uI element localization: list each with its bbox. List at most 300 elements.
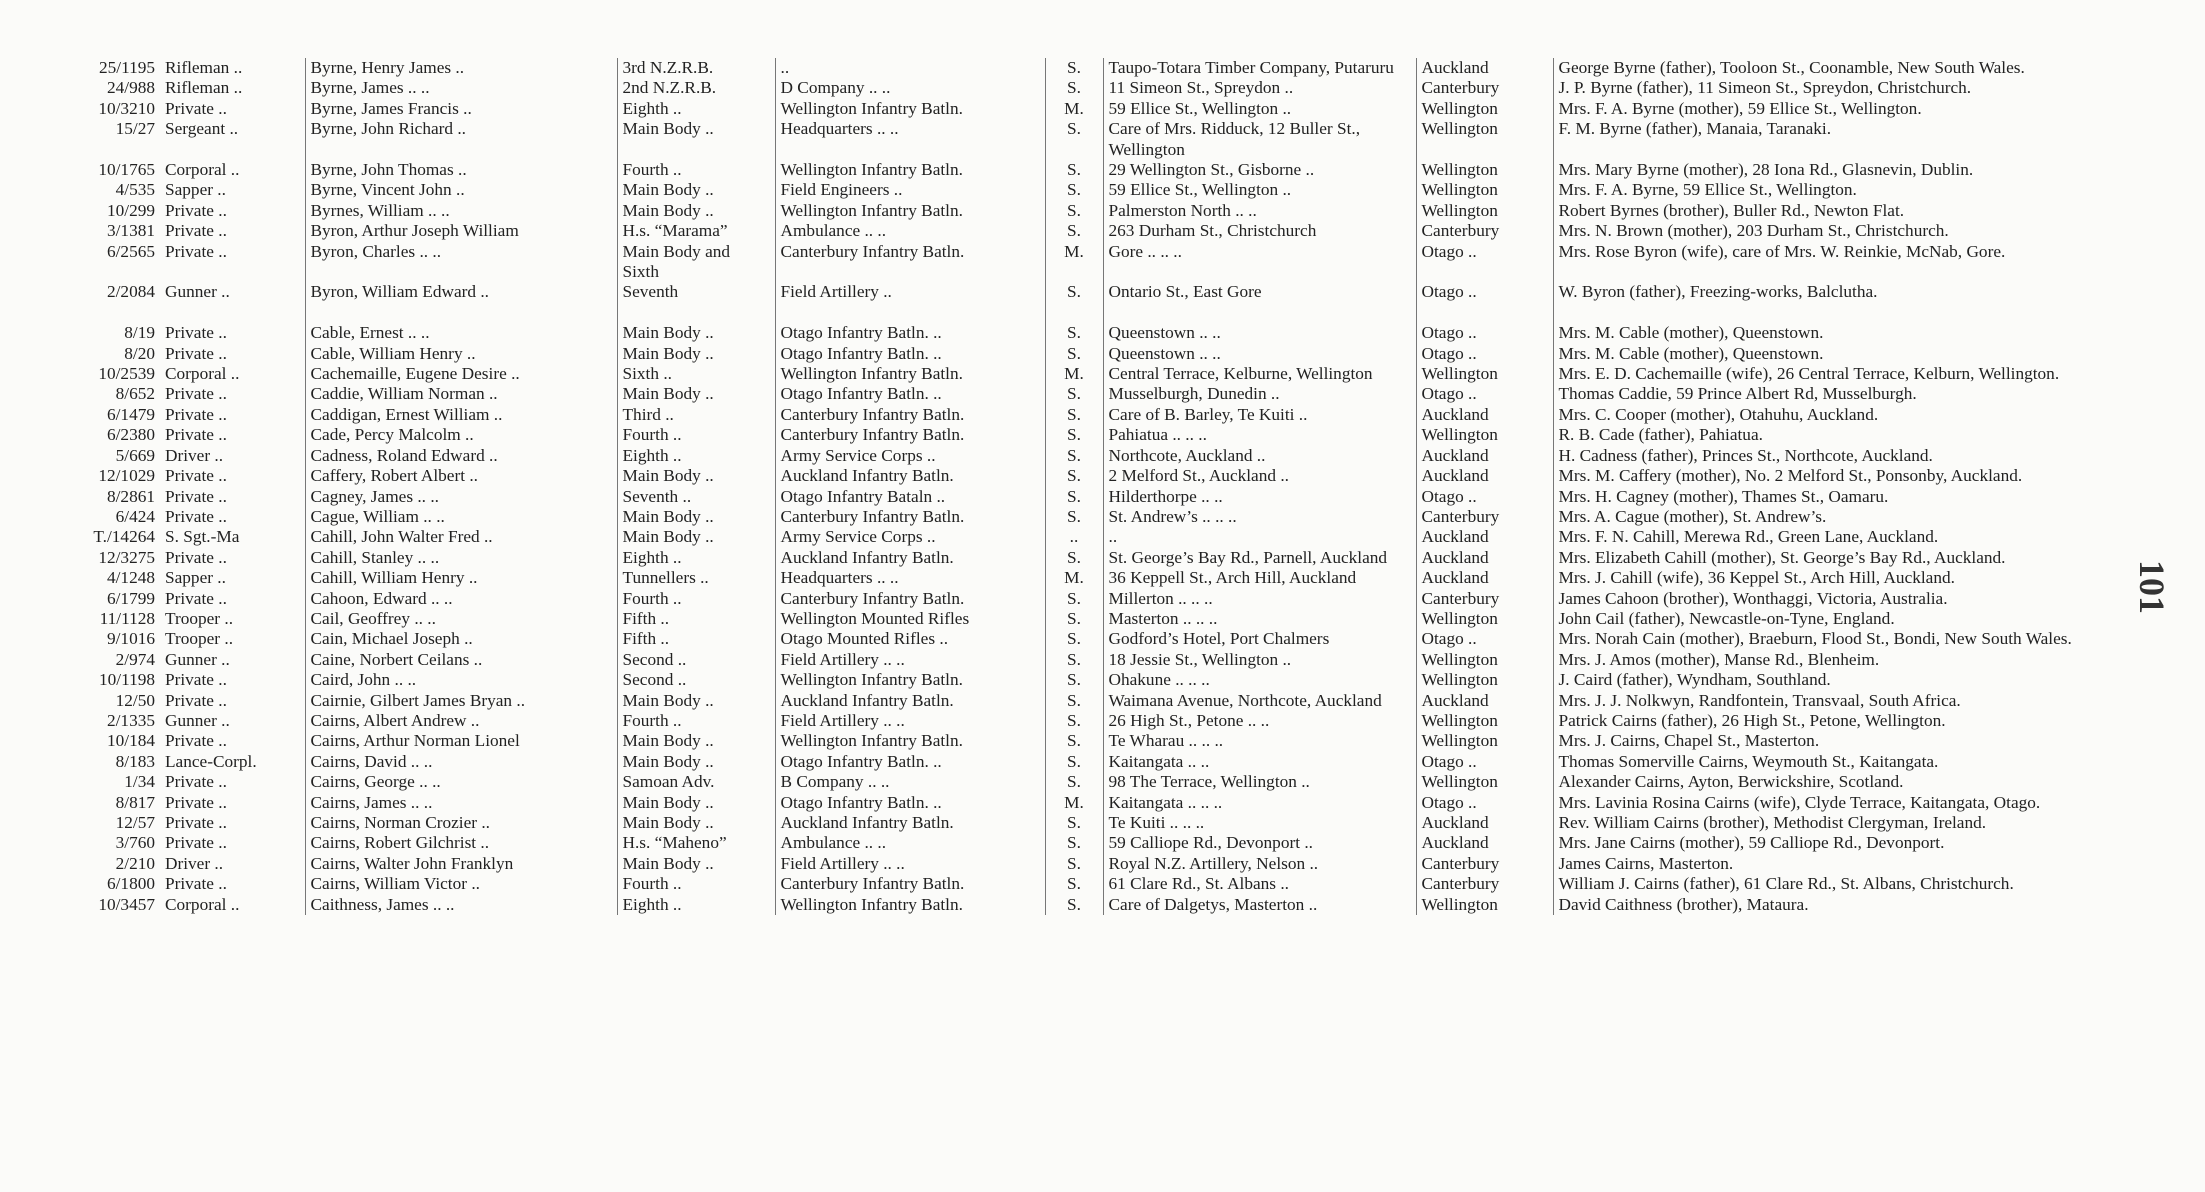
next-of-kin-cell: F. M. Byrne (father), Manaia, Taranaki.: [1558, 119, 1832, 139]
district-cell: Wellington: [1416, 711, 1553, 731]
draft-cell: Samoan Adv.: [617, 772, 775, 792]
rank-cell: Sapper ..: [160, 180, 305, 200]
district-cell: Wellington: [1416, 650, 1553, 670]
marital-status-cell: S.: [1045, 221, 1103, 241]
rank-cell: Corporal ..: [160, 895, 305, 915]
name-cell: Cade, Percy Malcolm ..: [305, 425, 617, 445]
table-row: [60, 364, 2135, 384]
unit-cell: Wellington Infantry Batln.: [775, 670, 1045, 690]
service-number-cell: 8/20: [124, 343, 155, 363]
district-cell: Otago ..: [1416, 629, 1553, 649]
district-cell: Wellington: [1416, 731, 1553, 751]
next-of-kin-cell: H. Cadness (father), Princes St., Northcote, Auckland.: [1558, 445, 1933, 465]
address-cell: Taupo-Totara Timber Company, Putaruru: [1103, 58, 1416, 78]
service-number-cell: 4/1248: [106, 568, 155, 588]
service-number-cell: 2/2084: [106, 282, 155, 302]
draft-cell: Third ..: [617, 405, 775, 425]
address-cell: 11 Simeon St., Spreydon ..: [1103, 78, 1416, 98]
rank-cell: Private ..: [160, 344, 305, 364]
name-cell: Byron, Charles .. ..: [305, 242, 617, 283]
unit-cell: Wellington Mounted Rifles: [775, 609, 1045, 629]
marital-status-cell: ..: [1045, 527, 1103, 547]
address-cell: Kaitangata .. ..: [1103, 752, 1416, 772]
table-row: [60, 609, 2135, 629]
name-cell: Cairns, Albert Andrew ..: [305, 711, 617, 731]
section-gap: [60, 303, 2135, 323]
name-cell: Caithness, James .. ..: [305, 895, 617, 915]
service-number-cell: 12/3275: [98, 547, 155, 567]
district-cell: Wellington: [1416, 895, 1553, 915]
marital-status-cell: S.: [1045, 466, 1103, 486]
service-number-cell: 2/210: [115, 853, 155, 873]
unit-cell: Field Artillery .. ..: [775, 650, 1045, 670]
rank-cell: Private ..: [160, 731, 305, 751]
name-cell: Byrne, James .. ..: [305, 78, 617, 98]
name-cell: Byrnes, William .. ..: [305, 201, 617, 221]
name-cell: Caine, Norbert Ceilans ..: [305, 650, 617, 670]
draft-cell: Eighth ..: [617, 548, 775, 568]
unit-cell: Otago Infantry Batln. ..: [775, 384, 1045, 404]
unit-cell: Field Artillery .. ..: [775, 854, 1045, 874]
next-of-kin-cell: Mrs. M. Cable (mother), Queenstown.: [1558, 323, 1824, 343]
unit-cell: Auckland Infantry Batln.: [775, 466, 1045, 486]
draft-cell: Main Body ..: [617, 527, 775, 547]
district-cell: Otago ..: [1416, 344, 1553, 364]
marital-status-cell: S.: [1045, 405, 1103, 425]
next-of-kin-cell: Mrs. J. Amos (mother), Manse Rd., Blenheim.: [1558, 649, 1880, 669]
unit-cell: Canterbury Infantry Batln.: [775, 507, 1045, 527]
unit-cell: B Company .. ..: [775, 772, 1045, 792]
district-cell: Auckland: [1416, 691, 1553, 711]
rank-cell: S. Sgt.-Ma: [160, 527, 305, 547]
name-cell: Cairns, William Victor ..: [305, 874, 617, 894]
marital-status-cell: S.: [1045, 58, 1103, 78]
draft-cell: Main Body ..: [617, 691, 775, 711]
unit-cell: Headquarters .. ..: [775, 568, 1045, 588]
service-number-cell: 8/652: [115, 384, 155, 404]
unit-cell: Canterbury Infantry Batln.: [775, 242, 1045, 283]
unit-cell: Auckland Infantry Batln.: [775, 548, 1045, 568]
service-number-cell: 8/183: [115, 751, 155, 771]
address-cell: Royal N.Z. Artillery, Nelson ..: [1103, 854, 1416, 874]
table-row: [60, 58, 2135, 78]
draft-cell: Fifth ..: [617, 609, 775, 629]
marital-status-cell: S.: [1045, 874, 1103, 894]
address-cell: Central Terrace, Kelburne, Wellington: [1103, 364, 1416, 384]
address-cell: St. George’s Bay Rd., Parnell, Auckland: [1103, 548, 1416, 568]
draft-cell: 3rd N.Z.R.B.: [617, 58, 775, 78]
district-cell: Wellington: [1416, 119, 1553, 160]
marital-status-cell: S.: [1045, 78, 1103, 98]
district-cell: Auckland: [1416, 813, 1553, 833]
marital-status-cell: S.: [1045, 425, 1103, 445]
unit-cell: Wellington Infantry Batln.: [775, 364, 1045, 384]
table-row: [60, 99, 2135, 119]
address-cell: 2 Melford St., Auckland ..: [1103, 466, 1416, 486]
table-row: [60, 874, 2135, 894]
rank-cell: Private ..: [160, 405, 305, 425]
district-cell: Canterbury: [1416, 589, 1553, 609]
next-of-kin-cell: Mrs. Rose Byron (wife), care of Mrs. W. Reinkie, McNab, Gore.: [1558, 241, 2006, 261]
name-cell: Caddigan, Ernest William ..: [305, 405, 617, 425]
draft-cell: Fourth ..: [617, 425, 775, 445]
next-of-kin-cell: Mrs. C. Cooper (mother), Otahuhu, Auckland.: [1558, 404, 1879, 424]
rank-cell: Sapper ..: [160, 568, 305, 588]
next-of-kin-cell: Mrs. A. Cague (mother), St. Andrew’s.: [1558, 506, 1827, 526]
rank-cell: Private ..: [160, 772, 305, 792]
rank-cell: Corporal ..: [160, 160, 305, 180]
district-cell: Otago ..: [1416, 752, 1553, 772]
draft-cell: H.s. “Maheno”: [617, 833, 775, 853]
draft-cell: Main Body ..: [617, 384, 775, 404]
district-cell: Wellington: [1416, 772, 1553, 792]
marital-status-cell: S.: [1045, 323, 1103, 343]
rank-cell: Gunner ..: [160, 650, 305, 670]
rank-cell: Private ..: [160, 691, 305, 711]
draft-cell: Main Body ..: [617, 507, 775, 527]
rank-cell: Gunner ..: [160, 282, 305, 302]
service-number-cell: 12/50: [115, 690, 155, 710]
name-cell: Cable, William Henry ..: [305, 344, 617, 364]
next-of-kin-cell: Mrs. F. A. Byrne (mother), 59 Ellice St., Wellington.: [1558, 98, 1922, 118]
draft-cell: Eighth ..: [617, 99, 775, 119]
table-row: [60, 384, 2135, 404]
table-row: [60, 466, 2135, 486]
draft-cell: Fourth ..: [617, 874, 775, 894]
next-of-kin-cell: Mrs. Mary Byrne (mother), 28 Iona Rd., Glasnevin, Dublin.: [1558, 160, 1974, 180]
address-cell: Palmerston North .. ..: [1103, 201, 1416, 221]
name-cell: Cairns, Walter John Franklyn: [305, 854, 617, 874]
service-number-cell: 8/817: [115, 792, 155, 812]
name-cell: Cairns, James .. ..: [305, 793, 617, 813]
unit-cell: Wellington Infantry Batln.: [775, 731, 1045, 751]
rank-cell: Private ..: [160, 384, 305, 404]
district-cell: Otago ..: [1416, 242, 1553, 283]
marital-status-cell: S.: [1045, 772, 1103, 792]
table-row: [60, 568, 2135, 588]
service-number-cell: T./14264: [93, 527, 155, 547]
next-of-kin-cell: David Caithness (brother), Mataura.: [1558, 894, 1809, 914]
rank-cell: Private ..: [160, 221, 305, 241]
marital-status-cell: S.: [1045, 854, 1103, 874]
district-cell: Canterbury: [1416, 874, 1553, 894]
district-cell: Otago ..: [1416, 323, 1553, 343]
address-cell: Millerton .. .. ..: [1103, 589, 1416, 609]
next-of-kin-cell: Patrick Cairns (father), 26 High St., Petone, Wellington.: [1558, 710, 1946, 730]
next-of-kin-cell: Mrs. F. A. Byrne, 59 Ellice St., Wellington.: [1558, 180, 1857, 200]
service-number-cell: 6/1799: [106, 588, 155, 608]
next-of-kin-cell: Mrs. E. D. Cachemaille (wife), 26 Central Terrace, Kelburn, Wellington.: [1558, 364, 2060, 384]
draft-cell: Main Body ..: [617, 813, 775, 833]
address-cell: ..: [1103, 527, 1416, 547]
next-of-kin-cell: Mrs. M. Cable (mother), Queenstown.: [1558, 343, 1824, 363]
next-of-kin-cell: Mrs. Lavinia Rosina Cairns (wife), Clyde Terrace, Kaitangata, Otago.: [1558, 792, 2041, 812]
draft-cell: Main Body ..: [617, 854, 775, 874]
name-cell: Cairnie, Gilbert James Bryan ..: [305, 691, 617, 711]
table-row: [60, 895, 2135, 915]
name-cell: Cague, William .. ..: [305, 507, 617, 527]
unit-cell: Army Service Corps ..: [775, 446, 1045, 466]
draft-cell: Sixth ..: [617, 364, 775, 384]
unit-cell: Field Artillery .. ..: [775, 711, 1045, 731]
table-row: [60, 629, 2135, 649]
draft-cell: Main Body ..: [617, 466, 775, 486]
address-cell: Queenstown .. ..: [1103, 344, 1416, 364]
table-row: [60, 78, 2135, 98]
unit-cell: Canterbury Infantry Batln.: [775, 589, 1045, 609]
address-cell: 18 Jessie St., Wellington ..: [1103, 650, 1416, 670]
district-cell: Otago ..: [1416, 384, 1553, 404]
district-cell: Auckland: [1416, 405, 1553, 425]
address-cell: Ohakune .. .. ..: [1103, 670, 1416, 690]
unit-cell: Army Service Corps ..: [775, 527, 1045, 547]
draft-cell: Tunnellers ..: [617, 568, 775, 588]
rank-cell: Private ..: [160, 874, 305, 894]
table-row: [60, 670, 2135, 690]
name-cell: Cahill, William Henry ..: [305, 568, 617, 588]
table-row: [60, 711, 2135, 731]
marital-status-cell: M.: [1045, 242, 1103, 283]
unit-cell: Wellington Infantry Batln.: [775, 201, 1045, 221]
address-cell: Northcote, Auckland ..: [1103, 446, 1416, 466]
marital-status-cell: S.: [1045, 487, 1103, 507]
name-cell: Cachemaille, Eugene Desire ..: [305, 364, 617, 384]
name-cell: Cahill, John Walter Fred ..: [305, 527, 617, 547]
rank-cell: Private ..: [160, 589, 305, 609]
address-cell: Care of Mrs. Ridduck, 12 Buller St., Wellington: [1103, 119, 1416, 160]
address-cell: Gore .. .. ..: [1103, 242, 1416, 283]
rank-cell: Trooper ..: [160, 609, 305, 629]
marital-status-cell: S.: [1045, 589, 1103, 609]
district-cell: Wellington: [1416, 99, 1553, 119]
service-number-cell: 25/1195: [98, 58, 155, 77]
district-cell: Auckland: [1416, 466, 1553, 486]
name-cell: Cahill, Stanley .. ..: [305, 548, 617, 568]
table-row: [60, 425, 2135, 445]
marital-status-cell: S.: [1045, 609, 1103, 629]
address-cell: Godford’s Hotel, Port Chalmers: [1103, 629, 1416, 649]
address-cell: 36 Keppell St., Arch Hill, Auckland: [1103, 568, 1416, 588]
rank-cell: Private ..: [160, 323, 305, 343]
name-cell: Cain, Michael Joseph ..: [305, 629, 617, 649]
next-of-kin-cell: Alexander Cairns, Ayton, Berwickshire, Scotland.: [1558, 772, 1904, 792]
name-cell: Caird, John .. ..: [305, 670, 617, 690]
next-of-kin-cell: Mrs. Jane Cairns (mother), 59 Calliope Rd., Devonport.: [1558, 833, 1945, 853]
unit-cell: Canterbury Infantry Batln.: [775, 874, 1045, 894]
rank-cell: Private ..: [160, 487, 305, 507]
unit-cell: Headquarters .. ..: [775, 119, 1045, 160]
table-row: [60, 221, 2135, 241]
next-of-kin-cell: Mrs. F. N. Cahill, Merewa Rd., Green Lane, Auckland.: [1558, 527, 1939, 547]
rank-cell: Trooper ..: [160, 629, 305, 649]
marital-status-cell: S.: [1045, 507, 1103, 527]
service-number-cell: 10/3210: [98, 98, 155, 118]
next-of-kin-cell: Mrs. J. J. Nolkwyn, Randfontein, Transvaal, South Africa.: [1558, 690, 1961, 710]
marital-status-cell: S.: [1045, 670, 1103, 690]
table-row: [60, 282, 2135, 302]
service-number-cell: 4/535: [115, 180, 155, 200]
service-number-cell: 2/974: [115, 649, 155, 669]
draft-cell: Eighth ..: [617, 895, 775, 915]
unit-cell: Canterbury Infantry Batln.: [775, 425, 1045, 445]
address-cell: Ontario St., East Gore: [1103, 282, 1416, 302]
draft-cell: Fifth ..: [617, 629, 775, 649]
next-of-kin-cell: J. P. Byrne (father), 11 Simeon St., Spreydon, Christchurch.: [1558, 78, 1972, 98]
marital-status-cell: S.: [1045, 548, 1103, 568]
service-number-cell: 3/1381: [106, 221, 155, 241]
table-row: [60, 772, 2135, 792]
name-cell: Byrne, John Richard ..: [305, 119, 617, 160]
marital-status-cell: S.: [1045, 629, 1103, 649]
service-number-cell: 6/1479: [106, 404, 155, 424]
rank-cell: Private ..: [160, 548, 305, 568]
table-row: [60, 405, 2135, 425]
district-cell: Auckland: [1416, 446, 1553, 466]
marital-status-cell: S.: [1045, 119, 1103, 160]
table-row: [60, 119, 2135, 160]
address-cell: Masterton .. .. ..: [1103, 609, 1416, 629]
rank-cell: Gunner ..: [160, 711, 305, 731]
rank-cell: Rifleman ..: [160, 78, 305, 98]
unit-cell: Auckland Infantry Batln.: [775, 691, 1045, 711]
address-cell: Care of Dalgetys, Masterton ..: [1103, 895, 1416, 915]
next-of-kin-cell: Mrs. Elizabeth Cahill (mother), St. George’s Bay Rd., Auckland.: [1558, 547, 2006, 567]
address-cell: Waimana Avenue, Northcote, Auckland: [1103, 691, 1416, 711]
table-row: [60, 344, 2135, 364]
unit-cell: Otago Infantry Batln. ..: [775, 752, 1045, 772]
draft-cell: Main Body ..: [617, 180, 775, 200]
address-cell: Queenstown .. ..: [1103, 323, 1416, 343]
marital-status-cell: S.: [1045, 650, 1103, 670]
next-of-kin-cell: John Cail (father), Newcastle-on-Tyne, England.: [1558, 608, 1895, 628]
marital-status-cell: S.: [1045, 160, 1103, 180]
name-cell: Cairns, Robert Gilchrist ..: [305, 833, 617, 853]
next-of-kin-cell: W. Byron (father), Freezing-works, Balclutha.: [1558, 282, 1878, 302]
unit-cell: ..: [775, 58, 1045, 78]
table-row: [60, 242, 2135, 283]
name-cell: Cable, Ernest .. ..: [305, 323, 617, 343]
rank-cell: Lance-Corpl.: [160, 752, 305, 772]
draft-cell: Eighth ..: [617, 446, 775, 466]
district-cell: Canterbury: [1416, 507, 1553, 527]
address-cell: 59 Calliope Rd., Devonport ..: [1103, 833, 1416, 853]
rank-cell: Driver ..: [160, 854, 305, 874]
table-row: [60, 752, 2135, 772]
service-number-cell: 10/1198: [98, 670, 155, 690]
address-cell: 61 Clare Rd., St. Albans ..: [1103, 874, 1416, 894]
marital-status-cell: S.: [1045, 691, 1103, 711]
unit-cell: Otago Mounted Rifles ..: [775, 629, 1045, 649]
district-cell: Otago ..: [1416, 793, 1553, 813]
address-cell: Te Wharau .. .. ..: [1103, 731, 1416, 751]
service-number-cell: 2/1335: [106, 710, 155, 730]
district-cell: Wellington: [1416, 201, 1553, 221]
district-cell: Otago ..: [1416, 282, 1553, 302]
marital-status-cell: M.: [1045, 99, 1103, 119]
marital-status-cell: S.: [1045, 711, 1103, 731]
district-cell: Auckland: [1416, 833, 1553, 853]
next-of-kin-cell: George Byrne (father), Tooloon St., Coonamble, New South Wales.: [1558, 58, 2025, 77]
marital-status-cell: S.: [1045, 895, 1103, 915]
next-of-kin-cell: Thomas Somerville Cairns, Weymouth St., Kaitangata.: [1558, 751, 1939, 771]
district-cell: Canterbury: [1416, 78, 1553, 98]
roll-body: [60, 58, 2135, 915]
draft-cell: Main Body ..: [617, 344, 775, 364]
page-number: 101: [2132, 560, 2172, 614]
address-cell: 26 High St., Petone .. ..: [1103, 711, 1416, 731]
service-number-cell: 12/1029: [98, 466, 155, 486]
service-number-cell: 6/424: [115, 506, 155, 526]
next-of-kin-cell: Mrs. J. Cahill (wife), 36 Keppel St., Arch Hill, Auckland.: [1558, 568, 1955, 588]
draft-cell: Main Body ..: [617, 119, 775, 160]
address-cell: Musselburgh, Dunedin ..: [1103, 384, 1416, 404]
name-cell: Byrne, Vincent John ..: [305, 180, 617, 200]
table-row: [60, 589, 2135, 609]
next-of-kin-cell: James Cairns, Masterton.: [1558, 853, 1734, 873]
address-cell: 98 The Terrace, Wellington ..: [1103, 772, 1416, 792]
address-cell: 59 Ellice St., Wellington ..: [1103, 99, 1416, 119]
next-of-kin-cell: James Cahoon (brother), Wonthaggi, Victoria, Australia.: [1558, 588, 1948, 608]
marital-status-cell: M.: [1045, 364, 1103, 384]
next-of-kin-cell: J. Caird (father), Wyndham, Southland.: [1558, 670, 1831, 690]
table-row: [60, 813, 2135, 833]
name-cell: Byron, William Edward ..: [305, 282, 617, 302]
nominal-roll-table: [60, 58, 2135, 915]
next-of-kin-cell: Mrs. J. Cairns, Chapel St., Masterton.: [1558, 731, 1820, 751]
next-of-kin-cell: Mrs. M. Caffery (mother), No. 2 Melford St., Ponsonby, Auckland.: [1558, 466, 2023, 486]
table-row: [60, 731, 2135, 751]
next-of-kin-cell: William J. Cairns (father), 61 Clare Rd., St. Albans, Christchurch.: [1558, 874, 2014, 894]
name-cell: Cagney, James .. ..: [305, 487, 617, 507]
marital-status-cell: S.: [1045, 384, 1103, 404]
rank-cell: Driver ..: [160, 446, 305, 466]
rank-cell: Private ..: [160, 793, 305, 813]
draft-cell: Main Body ..: [617, 201, 775, 221]
unit-cell: Wellington Infantry Batln.: [775, 99, 1045, 119]
table-row: [60, 507, 2135, 527]
next-of-kin-cell: Rev. William Cairns (brother), Methodist Clergyman, Ireland.: [1558, 813, 1987, 833]
unit-cell: Ambulance .. ..: [775, 221, 1045, 241]
district-cell: Auckland: [1416, 548, 1553, 568]
district-cell: Canterbury: [1416, 221, 1553, 241]
service-number-cell: 8/2861: [106, 486, 155, 506]
rank-cell: Rifleman ..: [160, 58, 305, 78]
next-of-kin-cell: Mrs. H. Cagney (mother), Thames St., Oamaru.: [1558, 486, 1889, 506]
draft-cell: H.s. “Marama”: [617, 221, 775, 241]
service-number-cell: 9/1016: [106, 629, 155, 649]
marital-status-cell: S.: [1045, 201, 1103, 221]
unit-cell: Field Artillery ..: [775, 282, 1045, 302]
name-cell: Cadness, Roland Edward ..: [305, 446, 617, 466]
service-number-cell: 6/2380: [106, 425, 155, 445]
name-cell: Cairns, Arthur Norman Lionel: [305, 731, 617, 751]
name-cell: Byron, Arthur Joseph William: [305, 221, 617, 241]
next-of-kin-cell: R. B. Cade (father), Pahiatua.: [1558, 425, 1763, 445]
service-number-cell: 1/34: [124, 772, 155, 792]
rank-cell: Corporal ..: [160, 364, 305, 384]
service-number-cell: 10/1765: [98, 160, 155, 180]
district-cell: Otago ..: [1416, 487, 1553, 507]
name-cell: Caddie, William Norman ..: [305, 384, 617, 404]
unit-cell: Canterbury Infantry Batln.: [775, 405, 1045, 425]
unit-cell: Otago Infantry Batln. ..: [775, 323, 1045, 343]
next-of-kin-cell: Mrs. N. Brown (mother), 203 Durham St., Christchurch.: [1558, 221, 1949, 241]
district-cell: Wellington: [1416, 609, 1553, 629]
marital-status-cell: S.: [1045, 813, 1103, 833]
unit-cell: Otago Infantry Batln. ..: [775, 344, 1045, 364]
unit-cell: Wellington Infantry Batln.: [775, 160, 1045, 180]
next-of-kin-cell: Thomas Caddie, 59 Prince Albert Rd, Musselburgh.: [1558, 384, 1917, 404]
